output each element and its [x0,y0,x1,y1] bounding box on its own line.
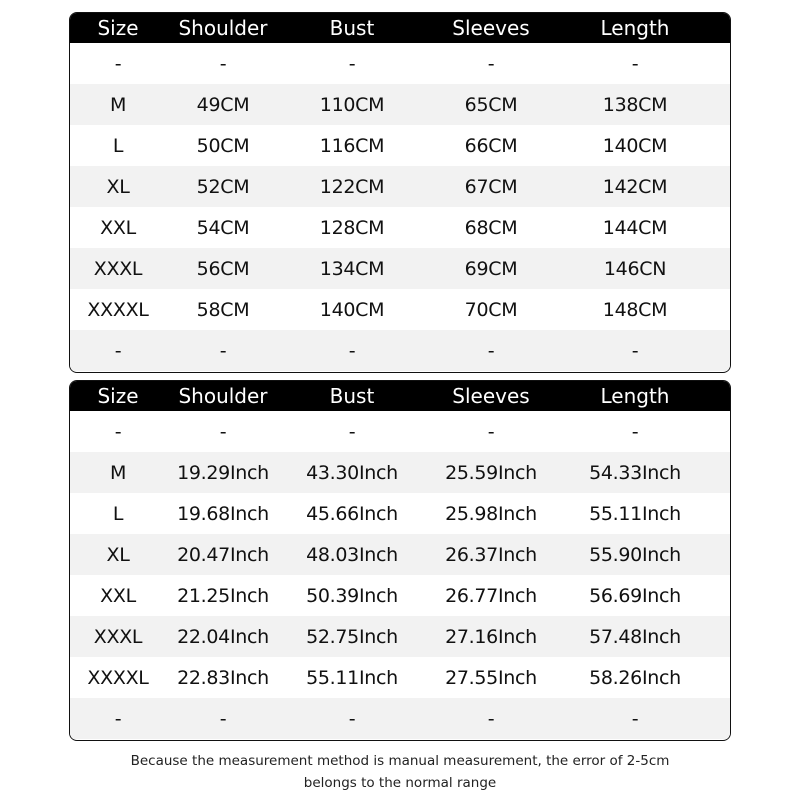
cell-sleeves: - [487,339,495,362]
cell-size: - [114,52,122,75]
cell-shoulder: 20.47Inch [177,543,269,566]
cell-bust: 134CM [319,257,385,280]
cell-size: L [112,502,124,525]
cell-sleeves: 69CM [464,257,518,280]
cell-bust: - [348,420,356,443]
table-row [70,411,730,452]
cell-size: XXL [100,584,136,607]
cell-bust: 128CM [319,216,385,239]
cell-length: - [631,420,639,443]
cell-size: XL [106,543,130,566]
header-size: Size [97,16,139,40]
cell-shoulder: 22.83Inch [177,666,269,689]
cell-shoulder: 52CM [196,175,250,198]
cell-sleeves: 27.55Inch [445,666,537,689]
cell-size: XXXL [93,625,143,648]
cell-shoulder: 22.04Inch [177,625,269,648]
cell-bust: 116CM [319,134,385,157]
cell-shoulder: 50CM [196,134,250,157]
cell-sleeves: 26.77Inch [445,584,537,607]
cell-sleeves: 67CM [464,175,518,198]
cell-bust: 122CM [319,175,385,198]
table-row [70,698,730,739]
cell-length: 148CM [602,298,668,321]
cell-bust: - [348,52,356,75]
cell-sleeves: - [487,52,495,75]
cell-length: 56.69Inch [589,584,681,607]
cell-length: 144CM [602,216,668,239]
cell-size: M [109,461,127,484]
cell-bust: 52.75Inch [306,625,398,648]
cell-size: - [114,339,122,362]
cell-shoulder: 21.25Inch [177,584,269,607]
cell-size: - [114,707,122,730]
size-table-inch [69,380,731,741]
table-row [70,575,730,616]
cell-bust: 45.66Inch [306,502,398,525]
table-header [70,13,730,43]
cell-length: - [631,707,639,730]
cell-bust: - [348,339,356,362]
cell-size: XXXXL [87,298,149,321]
header-size: Size [97,384,139,408]
cell-bust: - [348,707,356,730]
cell-sleeves: 26.37Inch [445,543,537,566]
header-shoulder: Shoulder [178,384,268,408]
cell-shoulder: 58CM [196,298,250,321]
cell-sleeves: 68CM [464,216,518,239]
cell-size: XL [106,175,130,198]
table-row [70,248,730,289]
cell-length: 138CM [602,93,668,116]
cell-shoulder: - [219,420,227,443]
table-row [70,616,730,657]
cell-length: 55.11Inch [589,502,681,525]
cell-length: 146CN [603,257,667,280]
table-row [70,330,730,371]
table-row [70,493,730,534]
measurement-note [0,750,800,794]
cell-shoulder: 19.29Inch [177,461,269,484]
cell-shoulder: - [219,52,227,75]
cell-size: M [109,93,127,116]
table-header [70,381,730,411]
cell-size: - [114,420,122,443]
cell-size: L [112,134,124,157]
header-sleeves: Sleeves [452,16,530,40]
cell-sleeves: 25.59Inch [445,461,537,484]
cell-size: XXXXL [87,666,149,689]
cell-bust: 140CM [319,298,385,321]
cell-shoulder: - [219,339,227,362]
cell-length: 54.33Inch [589,461,681,484]
cell-size: XXXL [93,257,143,280]
cell-shoulder: - [219,707,227,730]
size-table-cm [69,12,731,373]
cell-length: - [631,52,639,75]
cell-sleeves: - [487,420,495,443]
cell-bust: 55.11Inch [306,666,398,689]
cell-length: 142CM [602,175,668,198]
table-row [70,207,730,248]
header-sleeves: Sleeves [452,384,530,408]
cell-sleeves: 25.98Inch [445,502,537,525]
table-row [70,452,730,493]
header-bust: Bust [329,384,375,408]
table-row [70,125,730,166]
header-shoulder: Shoulder [178,16,268,40]
cell-length: - [631,339,639,362]
cell-sleeves: 65CM [464,93,518,116]
note-line-1: Because the measurement method is manual measurement, the error of 2-5cm [130,753,670,769]
cell-bust: 50.39Inch [306,584,398,607]
cell-length: 55.90Inch [589,543,681,566]
cell-bust: 48.03Inch [306,543,398,566]
table-row [70,534,730,575]
table-row [70,657,730,698]
cell-sleeves: 66CM [464,134,518,157]
cell-shoulder: 56CM [196,257,250,280]
cell-sleeves: - [487,707,495,730]
cell-length: 57.48Inch [589,625,681,648]
table-row [70,84,730,125]
cell-shoulder: 49CM [196,93,250,116]
note-line-2: belongs to the normal range [303,775,497,791]
cell-shoulder: 19.68Inch [177,502,269,525]
header-length: Length [600,16,670,40]
table-row [70,166,730,207]
header-bust: Bust [329,16,375,40]
cell-length: 58.26Inch [589,666,681,689]
table-row [70,43,730,84]
cell-size: XXL [100,216,136,239]
cell-bust: 110CM [319,93,385,116]
cell-sleeves: 27.16Inch [445,625,537,648]
cell-length: 140CM [602,134,668,157]
header-length: Length [600,384,670,408]
cell-sleeves: 70CM [464,298,518,321]
cell-shoulder: 54CM [196,216,250,239]
cell-bust: 43.30Inch [306,461,398,484]
table-row [70,289,730,330]
